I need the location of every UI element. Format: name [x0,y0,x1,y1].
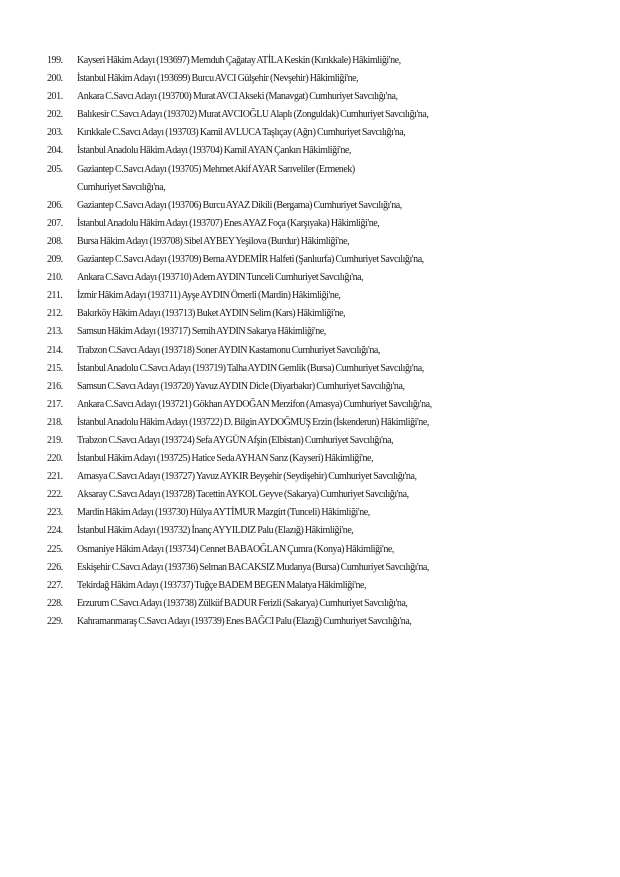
item-text: Eskişehir C.Savcı Adayı (193736) Selman BACAKSIZ Mudanya (Bursa) Cumhuriyet Savcılığı'na, [77,561,429,573]
list-item [47,70,595,88]
list-item [47,613,595,631]
item-number: 209. [47,254,63,266]
item-text: İstanbul Anadolu Hâkim Adayı (193722) D. Bilgin AYDOĞMUŞ Erzin (İskenderun) Hâkimliği'ne, [77,416,429,428]
item-text: Gaziantep C.Savcı Adayı (193705) Mehmet Akif AYAR Sarıveliler (Ermenek) Cumhuriyet Savcılığı'na, [77,163,355,193]
item-text: Ankara C.Savcı Adayı (193710) Adem AYDIN Tunceli Cumhuriyet Savcılığı'na, [77,272,364,284]
item-text: Kahramanmaraş C.Savcı Adayı (193739) Enes BAĞCI Palu (Elazığ) Cumhuriyet Savcılığı'na, [77,615,412,627]
list-item [47,342,595,360]
list-item [47,106,595,124]
list-item [47,360,595,378]
list-item [47,269,595,287]
item-text: Tekirdağ Hâkim Adayı (193737) Tuğçe BADEM BEGEN Malatya Hâkimliği'ne, [77,579,367,591]
item-number: 229. [47,615,63,627]
item-text: Balıkesir C.Savcı Adayı (193702) Murat AVCIOĞLU Alaplı (Zonguldak) Cumhuriyet Savcılığı'na, [77,109,429,121]
item-number: 221. [47,471,63,483]
item-number: 200. [47,73,63,85]
list-item [47,88,595,106]
item-number: 227. [47,579,63,591]
item-text: İstanbul Hâkim Adayı (193699) Burcu AVCI Gülşehir (Nevşehir) Hâkimliği'ne, [77,73,359,85]
list-item [47,233,595,251]
list-item [47,486,595,504]
list-item [47,215,595,233]
list-item [47,432,595,450]
list-item [47,161,595,197]
list-item [47,396,595,414]
list-item [47,595,595,613]
item-text: Ankara C.Savcı Adayı (193700) Murat AVCI Akseki (Manavgat) Cumhuriyet Savcılığı'na, [77,91,398,103]
item-number: 211. [47,290,63,302]
item-number: 228. [47,597,63,609]
list-item [47,52,595,70]
item-text: Ankara C.Savcı Adayı (193721) Gökhan AYDOĞAN Merzifon (Amasya) Cumhuriyet Savcılığı'na, [77,398,432,410]
item-number: 226. [47,561,63,573]
list-item [47,287,595,305]
item-text: Bakırköy Hâkim Adayı (193713) Buket AYDIN Selim (Kars) Hâkimliği'ne, [77,308,346,320]
list-item [47,142,595,160]
item-number: 206. [47,199,63,211]
item-text: Mardin Hâkim Adayı (193730) Hülya AYTİMUR Mazgirt (Tunceli) Hâkimliği'ne, [77,507,370,519]
list-item [47,305,595,323]
list-item [47,541,595,559]
item-text: Kırıkkale C.Savcı Adayı (193703) Kamil AVLUCA Taşlıçay (Ağrı) Cumhuriyet Savcılığı'na, [77,127,406,139]
item-number: 224. [47,525,63,537]
item-number: 202. [47,109,63,121]
list-item [47,323,595,341]
item-number: 199. [47,55,63,66]
item-text: Erzurum C.Savcı Adayı (193738) Zülküf BADUR Ferizli (Sakarya) Cumhuriyet Savcılığı'na, [77,597,408,609]
item-number: 223. [47,507,63,519]
item-text: İstanbul Anadolu Hâkim Adayı (193707) Enes AYAZ Foça (Karşıyaka) Hâkimliği'ne, [77,217,380,229]
item-text: İstanbul Hâkim Adayı (193732) İnanç AYYILDIZ Palu (Elazığ) Hâkimliği'ne, [77,525,354,537]
item-text: Kayseri Hâkim Adayı (193697) Memduh Çağatay ATİLA Keskin (Kırıkkale) Hâkimliği'ne, [77,55,401,66]
list-item [47,414,595,432]
item-number: 215. [47,362,63,374]
list-item [47,522,595,540]
item-number: 208. [47,235,63,247]
list-item [47,378,595,396]
item-number: 220. [47,453,63,465]
item-number: 217. [47,398,63,410]
item-number: 204. [47,145,63,157]
list-item [47,450,595,468]
item-text: Samsun C.Savcı Adayı (193720) Yavuz AYDIN Dicle (Diyarbakır) Cumhuriyet Savcılığı'na, [77,380,405,392]
item-text: Bursa Hâkim Adayı (193708) Sibel AYBEY Yeşilova (Burdur) Hâkimliği'ne, [77,235,350,247]
item-number: 213. [47,326,63,338]
item-number: 225. [47,543,63,555]
item-text: İstanbul Anadolu C.Savcı Adayı (193719) Talha AYDIN Gemlik (Bursa) Cumhuriyet Savcılığı'na, [77,362,424,374]
item-number: 214. [47,344,63,356]
item-text: Samsun Hâkim Adayı (193717) Semih AYDIN Sakarya Hâkimliği'ne, [77,326,326,338]
item-number: 218. [47,416,63,428]
list-item [47,504,595,522]
list-item [47,577,595,595]
appointment-list [47,52,595,631]
item-text: Gaziantep C.Savcı Adayı (193709) Berna AYDEMİR Halfeti (Şanlıurfa) Cumhuriyet Savcılığı'na, [77,254,424,266]
item-text: Trabzon C.Savcı Adayı (193718) Soner AYDIN Kastamonu Cumhuriyet Savcılığı'na, [77,344,380,356]
item-text: Osmaniye Hâkim Adayı (193734) Cennet BABAOĞLAN Çumra (Konya) Hâkimliği'ne, [77,543,394,555]
item-text: İzmir Hâkim Adayı (193711) Ayşe AYDIN Ömerli (Mardin) Hâkimliği'ne, [77,290,341,302]
list-item [47,468,595,486]
item-number: 203. [47,127,63,139]
item-text: Trabzon C.Savcı Adayı (193724) Sefa AYGÜN Afşin (Elbistan) Cumhuriyet Savcılığı'na, [77,434,394,446]
item-text: Amasya C.Savcı Adayı (193727) Yavuz AYKIR Beyşehir (Seydişehir) Cumhuriyet Savcılığı'na, [77,471,417,483]
item-number: 222. [47,489,63,501]
item-text: İstanbul Hâkim Adayı (193725) Hatice Seda AYHAN Sarız (Kayseri) Hâkimliği'ne, [77,453,374,465]
item-number: 207. [47,217,63,229]
item-number: 210. [47,272,63,284]
item-number: 212. [47,308,63,320]
item-number: 219. [47,434,63,446]
list-item [47,251,595,269]
list-item [47,197,595,215]
item-text: Gaziantep C.Savcı Adayı (193706) Burcu AYAZ Dikili (Bergama) Cumhuriyet Savcılığı'na, [77,199,402,211]
item-text: İstanbul Anadolu Hâkim Adayı (193704) Kamil AYAN Çankırı Hâkimliği'ne, [77,145,351,157]
item-number: 201. [47,91,63,103]
list-item [47,124,595,142]
list-item [47,559,595,577]
item-text: Aksaray C.Savcı Adayı (193728) Tacettin AYKOL Geyve (Sakarya) Cumhuriyet Savcılığı'na, [77,489,409,501]
item-number: 205. [47,163,63,175]
item-number: 216. [47,380,63,392]
